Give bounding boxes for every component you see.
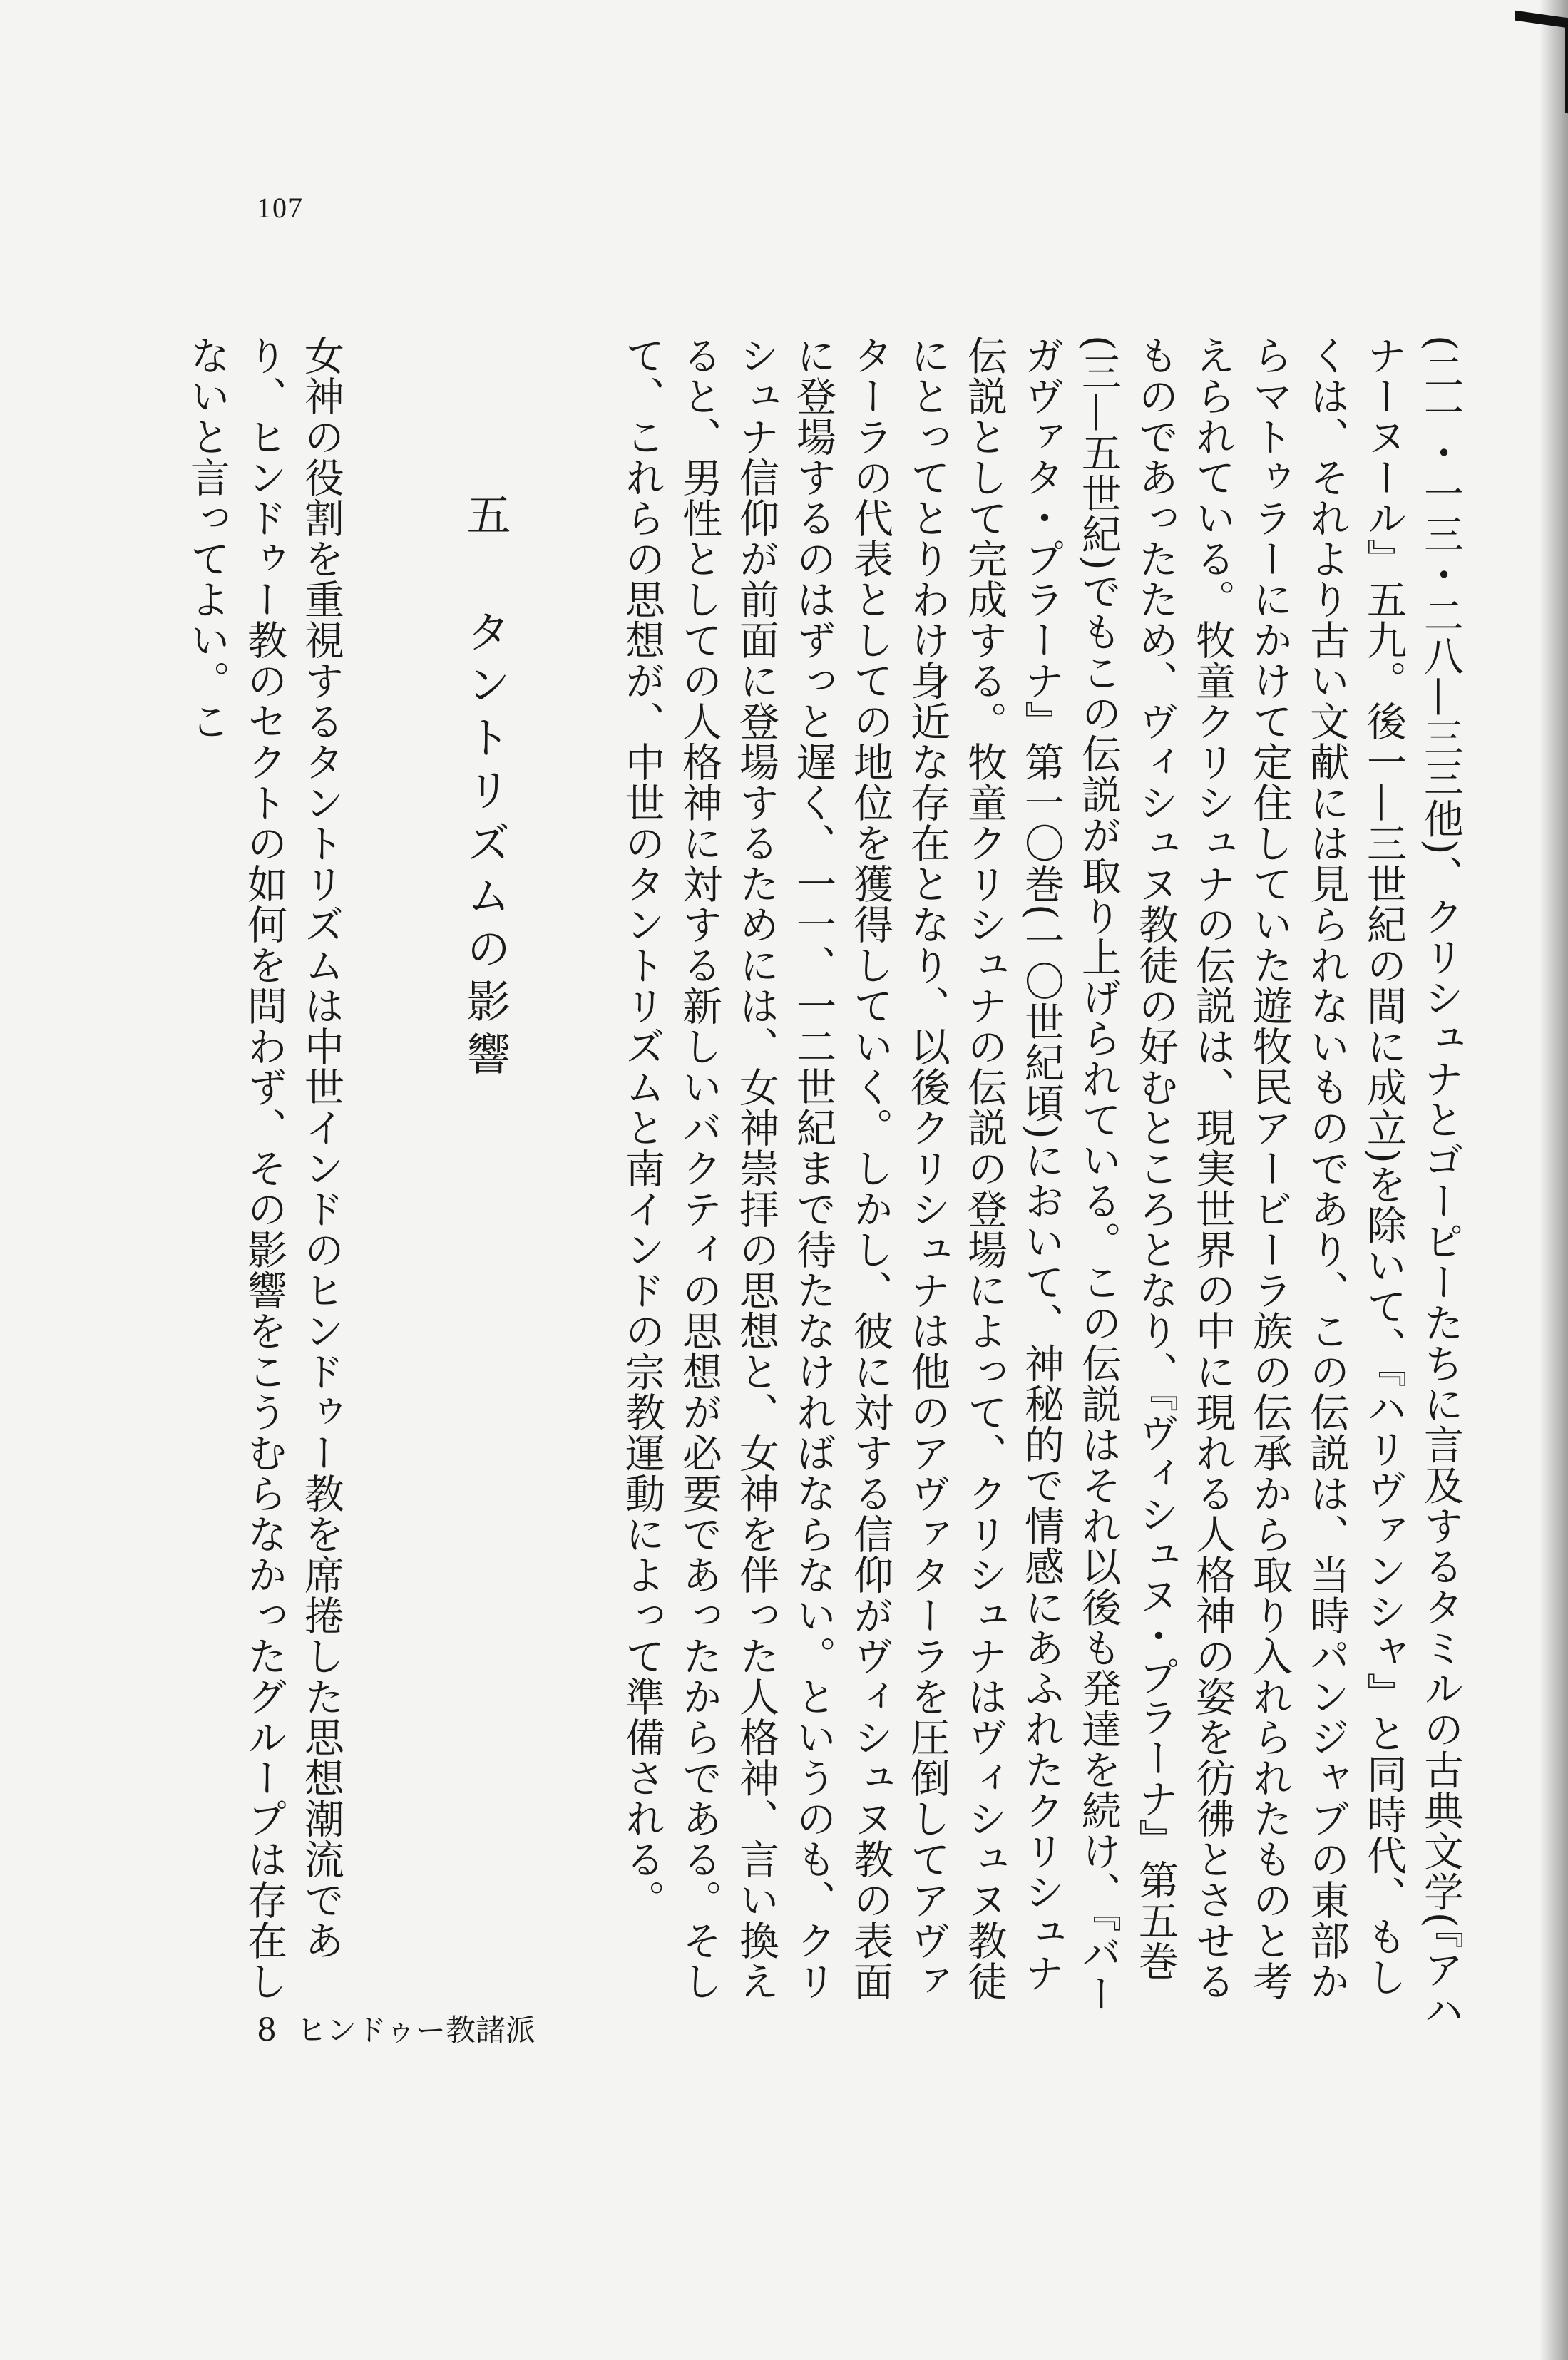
section-paragraph: 女神の役割を重視するタントリズムは中世インドのヒンドゥー教を席捲した思想潮流であり、ヒンドゥー教のセクトの如何を問わず、その影響をこうむらなかったグループは存在しないと言ってよい。こ <box>184 335 344 2001</box>
body-paragraph: (二一・一三・二八—三三他)、クリシュナとゴーピーたちに言及するタミルの古典文学(『アハナーヌール』五九。後一—三世紀の間に成立)を除いて、『ハリヴァンシャ』と同時代、もしくは、それより古い文献には見られないものであり、この伝説は、当時パンジャブの東部からマトゥラーにかけて定住していた遊牧民アービーラ族の伝承から取り入れられたものと考えられている。牧童クリシュナの伝説は、現実世界の中に現れる人格神の姿を彷彿とさせるものであったため、ヴィシュヌ教徒の好むところとなり、『ヴィシュヌ・プラーナ』第五巻(三—五世紀)でもこの伝説が取り上げられている。この伝説はそれ以後も発達を続け、『バーガヴァタ・プラーナ』第一〇巻(一〇世紀頃)において、神秘的で情感にあふれたクリシュナ伝説として完成する。牧童クリシュナの伝説の登場によって、クリシュナはヴィシュヌ教徒にとってとりわけ身近な存在となり、以後クリシュナは他のアヴァターラを圧倒してアヴァターラの代表としての地位を獲得していく。しかし、彼に対する信仰がヴィシュヌ教の表面に登場するのはずっと遅く、一一、一二世紀まで待たなければならない。というのも、クリシュナ信仰が前面に登場するためには、女神崇拝の思想と、女神を伴った人格神、言い換えると、男性としての人格神に対する新しいバクティの思想が必要であったからである。そして、これらの思想が、中世のタントリズムと南インドの宗教運動によって準備される。 <box>619 335 1464 2031</box>
running-footer <box>257 2007 536 2050</box>
page-number: 107 <box>257 192 304 224</box>
section-number: 五 <box>459 492 511 545</box>
page-edge-shadow <box>1539 0 1568 2360</box>
vertical-text-block <box>184 335 1469 2032</box>
section-title: タントリズムの影響 <box>459 609 511 1084</box>
section-heading <box>456 335 513 2032</box>
footer-chapter-title: ヒンドゥー教諸派 <box>297 2013 536 2048</box>
footer-chapter-number: 8 <box>257 2012 277 2048</box>
scan-corner-mark <box>1515 11 1568 113</box>
